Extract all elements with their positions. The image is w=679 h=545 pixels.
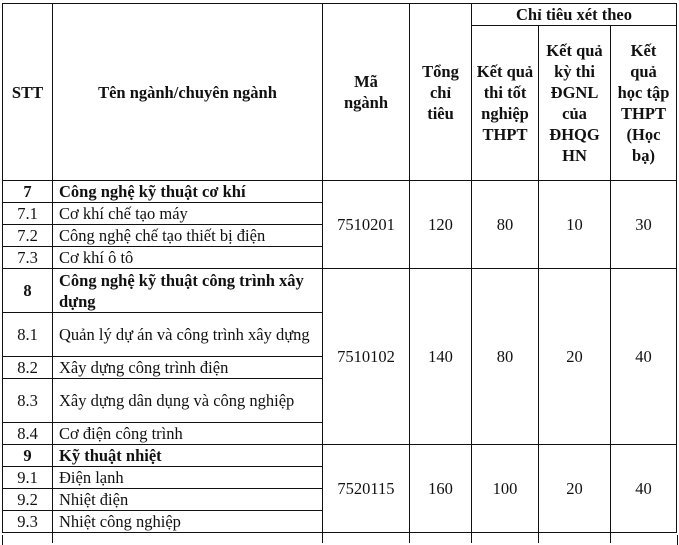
major-code: 7520115 (323, 445, 410, 533)
group-row (3, 445, 677, 467)
header-thpt-exam: Kết quả thi tốt nghiệp THPT (472, 26, 539, 181)
header-stt: STT (3, 4, 53, 181)
quota-dgnl: 20 (539, 269, 611, 445)
specialty-stt: 8.1 (3, 313, 53, 357)
specialty-stt: 8.2 (3, 357, 53, 379)
quota-dgnl: 20 (539, 445, 611, 533)
specialty-name: Điện lạnh (53, 467, 323, 489)
quota-dgnl: 10 (539, 181, 611, 269)
specialty-name: Cơ điện công trình (53, 423, 323, 445)
group-row (3, 181, 677, 203)
admission-quota-table (2, 3, 677, 533)
header-major-code: Mã ngành (323, 4, 410, 181)
quota-hocba: 30 (611, 181, 677, 269)
specialty-name: Cơ khí chế tạo máy (53, 203, 323, 225)
header-total-quota: Tổng chỉ tiêu (410, 4, 472, 181)
quota-hocba: 40 (611, 445, 677, 533)
specialty-name: Xây dựng dân dụng và công nghiệp (53, 379, 323, 423)
group-stt: 9 (3, 445, 53, 467)
group-stt: 8 (3, 269, 53, 313)
group-name: Công nghệ kỹ thuật cơ khí (53, 181, 323, 203)
quota-thpt: 100 (472, 445, 539, 533)
specialty-stt: 9.1 (3, 467, 53, 489)
total-quota: 140 (410, 269, 472, 445)
header-transcript: Kết quả học tập THPT (Học bạ) (611, 26, 677, 181)
specialty-stt: 8.3 (3, 379, 53, 423)
group-stt: 7 (3, 181, 53, 203)
specialty-name: Quản lý dự án và công trình xây dựng (53, 313, 323, 357)
group-name: Kỹ thuật nhiệt (53, 445, 323, 467)
major-code: 7510201 (323, 181, 410, 269)
specialty-name: Cơ khí ô tô (53, 247, 323, 269)
specialty-stt: 8.4 (3, 423, 53, 445)
specialty-stt: 7.2 (3, 225, 53, 247)
specialty-stt: 7.3 (3, 247, 53, 269)
quota-hocba: 40 (611, 269, 677, 445)
specialty-stt: 7.1 (3, 203, 53, 225)
specialty-name: Xây dựng công trình điện (53, 357, 323, 379)
specialty-stt: 9.2 (3, 489, 53, 511)
group-name: Công nghệ kỹ thuật công trình xây dựng (53, 269, 323, 313)
header-quota-by-group: Chỉ tiêu xét theo (472, 4, 677, 26)
header-major-name: Tên ngành/chuyên ngành (53, 4, 323, 181)
specialty-name: Nhiệt điện (53, 489, 323, 511)
next-row-cutoff (2, 535, 678, 545)
group-row (3, 269, 677, 313)
specialty-name: Công nghệ chế tạo thiết bị điện (53, 225, 323, 247)
quota-thpt: 80 (472, 269, 539, 445)
total-quota: 120 (410, 181, 472, 269)
total-quota: 160 (410, 445, 472, 533)
quota-thpt: 80 (472, 181, 539, 269)
major-code: 7510102 (323, 269, 410, 445)
specialty-stt: 9.3 (3, 511, 53, 533)
header-dgnl-exam: Kết quả kỳ thi ĐGNL của ĐHQG HN (539, 26, 611, 181)
specialty-name: Nhiệt công nghiệp (53, 511, 323, 533)
